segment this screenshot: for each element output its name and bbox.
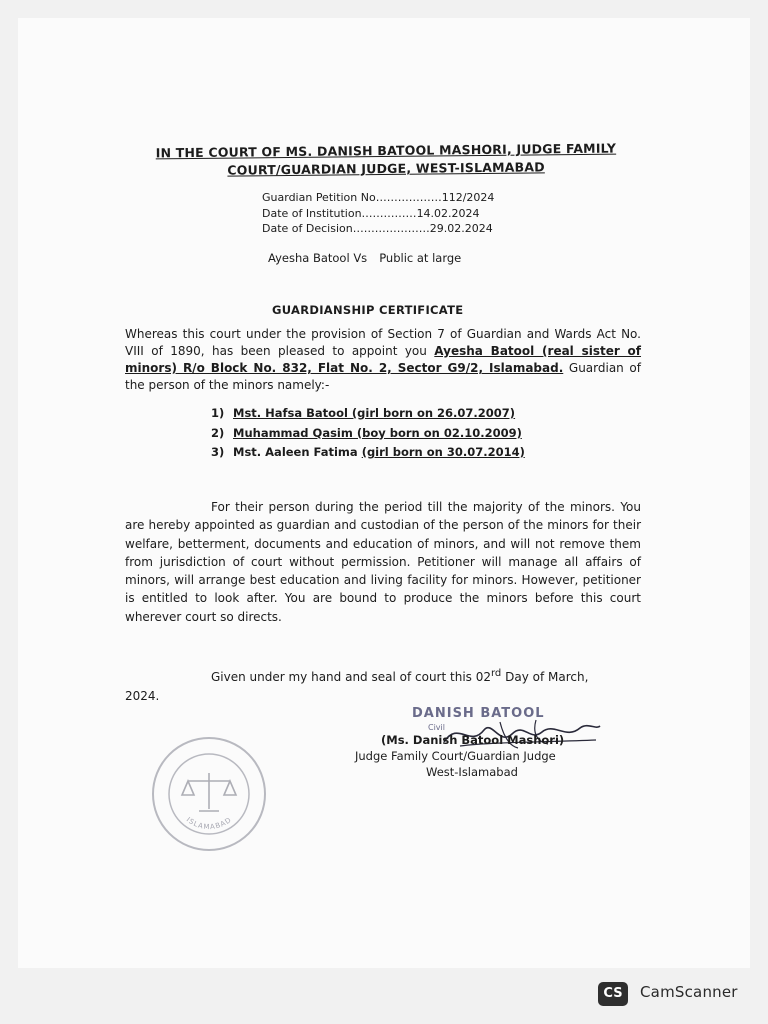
ordinal-suffix: rd (490, 668, 502, 679)
minor-details: (girl born on 30.07.2014) (361, 445, 525, 459)
camscanner-brand: CamScanner (640, 983, 738, 1001)
minor-details: Mst. Hafsa Batool (girl born on 26.07.2007) (233, 406, 516, 420)
signature-stamp-sub: Civil (428, 723, 445, 732)
scales-icon (182, 773, 236, 811)
minor-details: Muhammad Qasim (boy born on 02.10.2009) (233, 425, 522, 440)
given-text-end: Day of March, (501, 670, 589, 684)
petitioner: Ayesha Batool Vs (268, 251, 368, 265)
case-parties (268, 251, 473, 265)
decision-date-label: Date of Decision………………… (262, 222, 430, 235)
appointment-text-end: Guardian of the person of the minors namely:- (125, 361, 641, 392)
institution-date-label: Date of Institution…………… (262, 206, 417, 220)
judge-title: Judge Family Court/Guardian Judge (355, 749, 556, 763)
list-number: 3) (211, 445, 225, 459)
petition-number-value: 112/2024 (441, 191, 495, 204)
court-seal (150, 735, 268, 853)
given-text: Given under my hand and seal of court this 02 (211, 670, 491, 684)
signature-stamp-name: DANISH BATOOL (412, 706, 545, 721)
judge-name: (Ms. Danish Batool Mashori) (381, 733, 565, 747)
decision-date-value: 29.02.2024 (429, 222, 493, 235)
list-number: 2) (211, 425, 225, 440)
custody-text: For their person during the period till the majority of the minors. You are hereby appointed as guardian and custodian of the person of the minors for their welfare, betterment, documents and education of minors, and will not remove them from jurisdiction of court without permission. Petitioner will manage all affairs of minors, will arrange best education and living facility for minors. However, petitioner is entitled to look after. You are bound to produce the minors before this court wherever court so directs. (125, 500, 641, 624)
list-number: 1) (211, 406, 225, 420)
heading-line-2: COURT/GUARDIAN JUDGE, WEST-ISLAMABAD (227, 159, 545, 178)
given-year: 2024. (125, 689, 160, 703)
respondent: Public at large (379, 251, 462, 265)
judge-place: West-Islamabad (426, 765, 518, 779)
decision-date-row (262, 221, 494, 237)
certificate-title: GUARDIANSHIP CERTIFICATE (272, 303, 464, 317)
given-under-paragraph (125, 664, 641, 706)
list-item (211, 424, 525, 444)
petition-number-row (262, 190, 494, 206)
svg-text:ISLAMABAD (185, 816, 234, 832)
appointment-text: Whereas this court under the provision of Section 7 of Guardian and Wards Act No. VIII of 1890, has been pleased to appoint you (125, 327, 641, 358)
minors-list (211, 404, 525, 463)
minor-name: Mst. Aaleen Fatima (233, 445, 362, 459)
institution-date-row (262, 206, 494, 222)
petition-number-label: Guardian Petition No……………… (262, 191, 442, 204)
list-item (211, 404, 525, 424)
seal-text: ISLAMABAD (184, 815, 234, 832)
institution-date-value: 14.02.2024 (416, 206, 480, 220)
camscanner-logo-icon: CS (598, 982, 628, 1006)
heading-line-1: IN THE COURT OF MS. DANISH BATOOL MASHORI, JUDGE FAMILY (155, 140, 617, 161)
custody-paragraph (125, 498, 641, 626)
appointment-paragraph (125, 326, 641, 394)
case-details (262, 190, 494, 237)
list-item (211, 443, 525, 463)
court-heading (126, 139, 646, 180)
guardian-details: Ayesha Batool (real sister of minors) R/o Block No. 832, Flat No. 2, Sector G9/2, Islamabad. (125, 344, 642, 375)
